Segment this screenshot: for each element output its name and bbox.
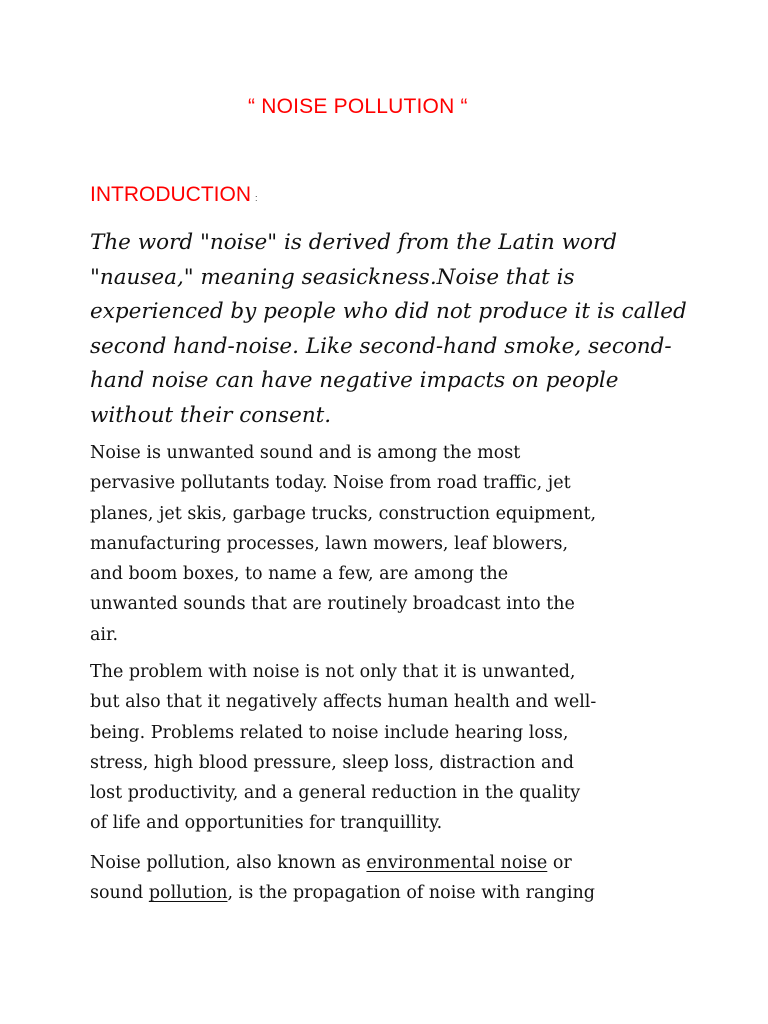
paragraph-line: planes, jet skis, garbage trucks, construction equipment, xyxy=(90,503,597,524)
paragraph-line: stress, high blood pressure, sleep loss, distraction and xyxy=(90,752,574,773)
paragraph-line xyxy=(90,848,690,878)
paragraph-line: pervasive pollutants today. Noise from road traffic, jet xyxy=(90,473,571,494)
paragraph-line: manufacturing processes, lawn mowers, leaf blowers, xyxy=(90,533,569,554)
intro-line: "nausea," meaning seasickness.Noise that is xyxy=(90,264,575,290)
paragraph-line: Noise is unwanted sound and is among the most xyxy=(90,443,521,463)
paragraph-line: The problem with noise is not only that it is unwanted, xyxy=(90,662,576,682)
paragraph-noise-pollution xyxy=(90,848,690,909)
paragraph-line: but also that it negatively affects human health and well- xyxy=(90,692,597,713)
paragraph-line: unwanted sounds that are routinely broadcast into the xyxy=(90,594,575,615)
intro-paragraph xyxy=(90,226,690,433)
paragraph-text: sound xyxy=(90,883,149,904)
document-title: “ NOISE POLLUTION “ xyxy=(248,95,468,118)
paragraph-line: air. xyxy=(90,624,119,645)
paragraph-health-effects xyxy=(90,657,690,839)
section-heading xyxy=(90,183,258,207)
paragraph-line: being. Problems related to noise include hearing loss, xyxy=(90,722,569,743)
environmental-noise-link[interactable]: environmental noise xyxy=(366,853,548,873)
section-heading-colon: : xyxy=(255,193,258,203)
paragraph-line: and boom boxes, to name a few, are among the xyxy=(90,564,509,585)
paragraph-line: lost productivity, and a general reduction in the quality xyxy=(90,783,581,804)
paragraph-text: Noise pollution, also known as xyxy=(90,853,367,873)
intro-line: hand noise can have negative impacts on people xyxy=(90,368,619,393)
intro-line: The word "noise" is derived from the Latin word xyxy=(90,230,617,255)
paragraph-line: of life and opportunities for tranquillity. xyxy=(90,813,443,834)
section-heading-text: INTRODUCTION xyxy=(90,183,251,206)
intro-line: second hand-noise. Like second-hand smoke, second- xyxy=(90,333,672,359)
intro-line: without their consent. xyxy=(90,402,332,428)
paragraph-line xyxy=(90,878,690,908)
paragraph-noise-definition xyxy=(90,438,690,650)
paragraph-text: , is the propagation of noise with ranging xyxy=(227,883,595,904)
paragraph-text: or xyxy=(547,853,572,873)
pollution-link[interactable]: pollution xyxy=(148,883,228,904)
intro-line: experienced by people who did not produce it is called xyxy=(90,299,687,324)
